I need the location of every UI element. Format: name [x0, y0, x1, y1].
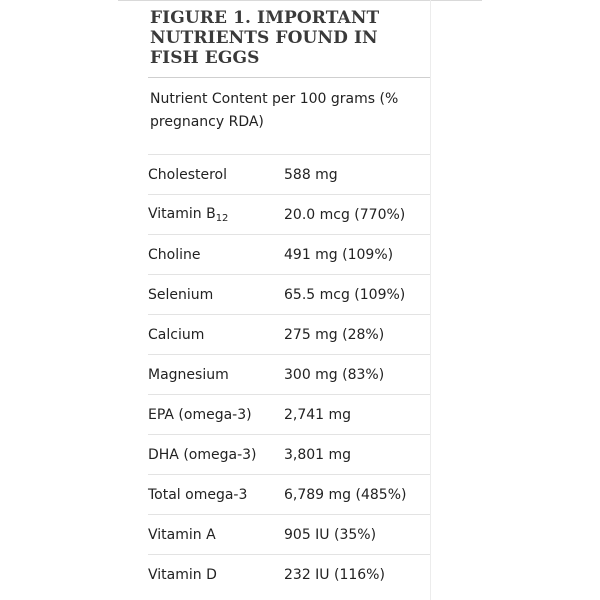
nutrient-figure: [148, 8, 430, 595]
table-row: [148, 315, 430, 355]
nutrient-value: 905 IU (35%): [284, 526, 377, 543]
top-divider: [118, 0, 482, 1]
nutrient-value: 65.5 mcg (109%): [284, 286, 406, 303]
table-row: [148, 155, 430, 195]
nutrient-value: 275 mg (28%): [284, 326, 385, 343]
nutrient-value: 3,801 mg: [284, 446, 352, 463]
nutrient-table: [148, 154, 430, 595]
figure-caption: Nutrient Content per 100 grams (% pregnancy RDA): [150, 91, 399, 130]
table-row: [148, 195, 430, 235]
nutrient-name: Calcium: [148, 326, 205, 343]
nutrient-name: Vitamin D: [148, 566, 217, 583]
nutrient-name: Selenium: [148, 286, 214, 303]
nutrient-name-cell: [148, 195, 284, 235]
table-row: [148, 235, 430, 275]
nutrient-name: DHA (omega-3): [148, 446, 257, 463]
nutrient-value: 2,741 mg: [284, 406, 352, 423]
table-row: [148, 355, 430, 395]
nutrient-name: Vitamin A: [148, 526, 216, 543]
nutrient-subscript: 12: [215, 212, 229, 224]
nutrient-value: 6,789 mg (485%): [284, 486, 407, 503]
nutrient-name: Cholesterol: [148, 166, 228, 183]
nutrient-name: Vitamin B: [148, 205, 216, 222]
nutrient-name: EPA (omega-3): [148, 406, 252, 423]
nutrient-value: 20.0 mcg (770%): [284, 206, 406, 223]
nutrient-value: 232 IU (116%): [284, 566, 385, 583]
table-row: [148, 515, 430, 555]
figure-title: FIGURE 1. IMPORTANT NUTRIENTS FOUND IN FISH EGGS: [150, 8, 380, 68]
nutrient-value: 491 mg (109%): [284, 246, 394, 263]
nutrient-value: 588 mg: [284, 166, 338, 183]
table-row: [148, 275, 430, 315]
nutrient-name: Choline: [148, 246, 201, 263]
table-row: [148, 475, 430, 515]
table-row: [148, 435, 430, 475]
right-divider: [430, 0, 431, 600]
nutrient-name: Total omega-3: [148, 486, 248, 503]
table-row: [148, 395, 430, 435]
nutrient-name: Magnesium: [148, 366, 229, 383]
nutrient-value: 300 mg (83%): [284, 366, 385, 383]
table-row: [148, 555, 430, 595]
